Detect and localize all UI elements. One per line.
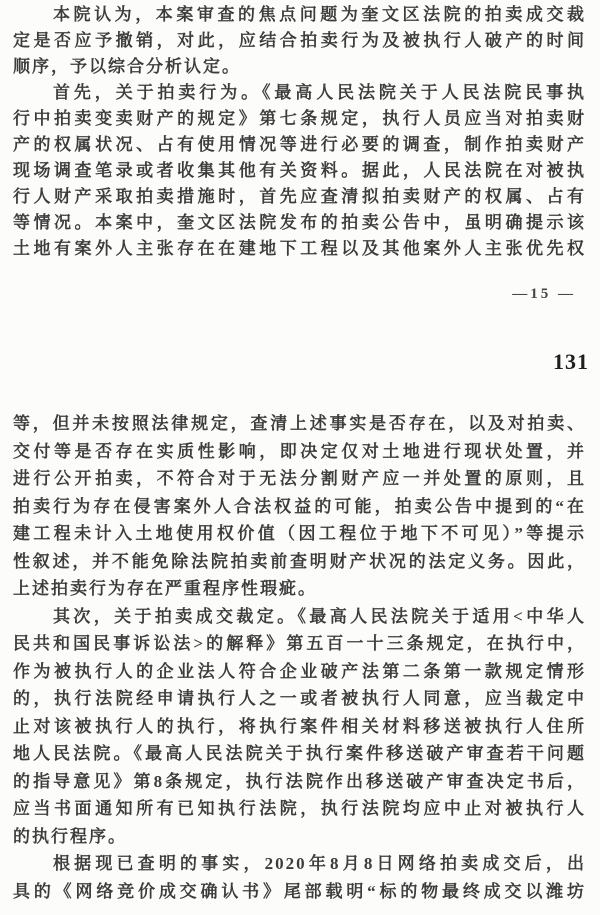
- text-line: 民共和国民事诉讼法>的解释》第五百一十三条规定，在执行中，: [13, 634, 586, 653]
- text-line: 应当书面通知所有已知执行法院，执行法院均应中止对被执行人: [13, 799, 586, 818]
- text-line: 的，执行法院经申请执行人之一或者被执行人同意，应当裁定中: [13, 689, 586, 708]
- page-16-text-block: [13, 410, 586, 905]
- text-line: 作为被执行人的企业法人符合企业破产法第二条第一款规定情形: [13, 661, 586, 681]
- text-line: 土地有案外人主张存在在建地下工程以及其他案外人主张优先权: [13, 239, 586, 258]
- page-number: —15 —: [512, 286, 576, 302]
- text-line: 根据现已查明的事实，2020年8月8日网络拍卖成交后，出: [53, 854, 586, 873]
- text-line: 等，但并未按照法律规定，查清上述事实是否存在，以及对拍卖、: [13, 414, 586, 433]
- text-line: 地人民法院。《最高人民法院关于执行案件移送破产审查若干问题: [13, 744, 586, 763]
- text-line: 首先，关于拍卖行为。《最高人民法院关于人民法院民事执: [53, 83, 586, 102]
- text-line: 等情况。本案中，奎文区法院发布的拍卖公告中，虽明确提示该: [13, 213, 586, 232]
- text-line: 产的权属状况、占有使用情况等进行必要的调查，制作拍卖财产: [13, 135, 586, 154]
- text-line: 的执行程序。: [13, 826, 127, 846]
- volume-leaf-number: 131: [553, 349, 589, 374]
- text-line: 拍卖行为存在侵害案外人合法权益的可能，拍卖公告中提到的“在: [13, 496, 586, 516]
- text-line: 顺序，予以综合分析认定。: [13, 57, 241, 76]
- text-line: 本院认为，本案审查的焦点问题为奎文区法院的拍卖成交裁: [53, 5, 586, 24]
- text-line: 行人财产采取拍卖措施时，首先应查清拟拍卖财产的权属、占有: [13, 187, 586, 206]
- text-line: 进行公开拍卖，不符合对于无法分割财产应一并处置的原则，且: [13, 469, 586, 488]
- text-line: 建工程未计入土地使用权价值（因工程位于地下不可见）”等提示: [13, 524, 586, 543]
- text-line: 的指导意见》第8条规定，执行法院作出移送破产审查决定书后，: [13, 771, 586, 791]
- text-line: 定是否应予撤销，对此，应结合拍卖行为及被执行人破产的时间: [13, 31, 586, 50]
- text-line: 上述拍卖行为存在严重程序性瑕疵。: [13, 579, 317, 598]
- text-line: 具的《网络竞价成交确认书》尾部载明“标的物最终成交以潍坊: [13, 881, 586, 901]
- text-line: 现场调查笔录或者收集其他有关资料。据此，人民法院在对被执: [13, 161, 586, 180]
- text-line: 性叙述，并不能免除法院拍卖前查明财产状况的法定义务。因此，: [13, 551, 586, 571]
- text-line: 其次，关于拍卖成交裁定。《最高人民法院关于适用<中华人: [53, 606, 586, 626]
- text-line: 交付等是否存在实质性影响，即决定仅对土地进行现状处置，并: [13, 441, 586, 461]
- text-line: 止对该被执行人的执行，将执行案件相关材料移送被执行人住所: [13, 716, 586, 736]
- page-15-text-block: [13, 2, 586, 262]
- text-line: 行中拍卖变卖财产的规定》第七条规定，执行人员应当对拍卖财: [13, 109, 586, 128]
